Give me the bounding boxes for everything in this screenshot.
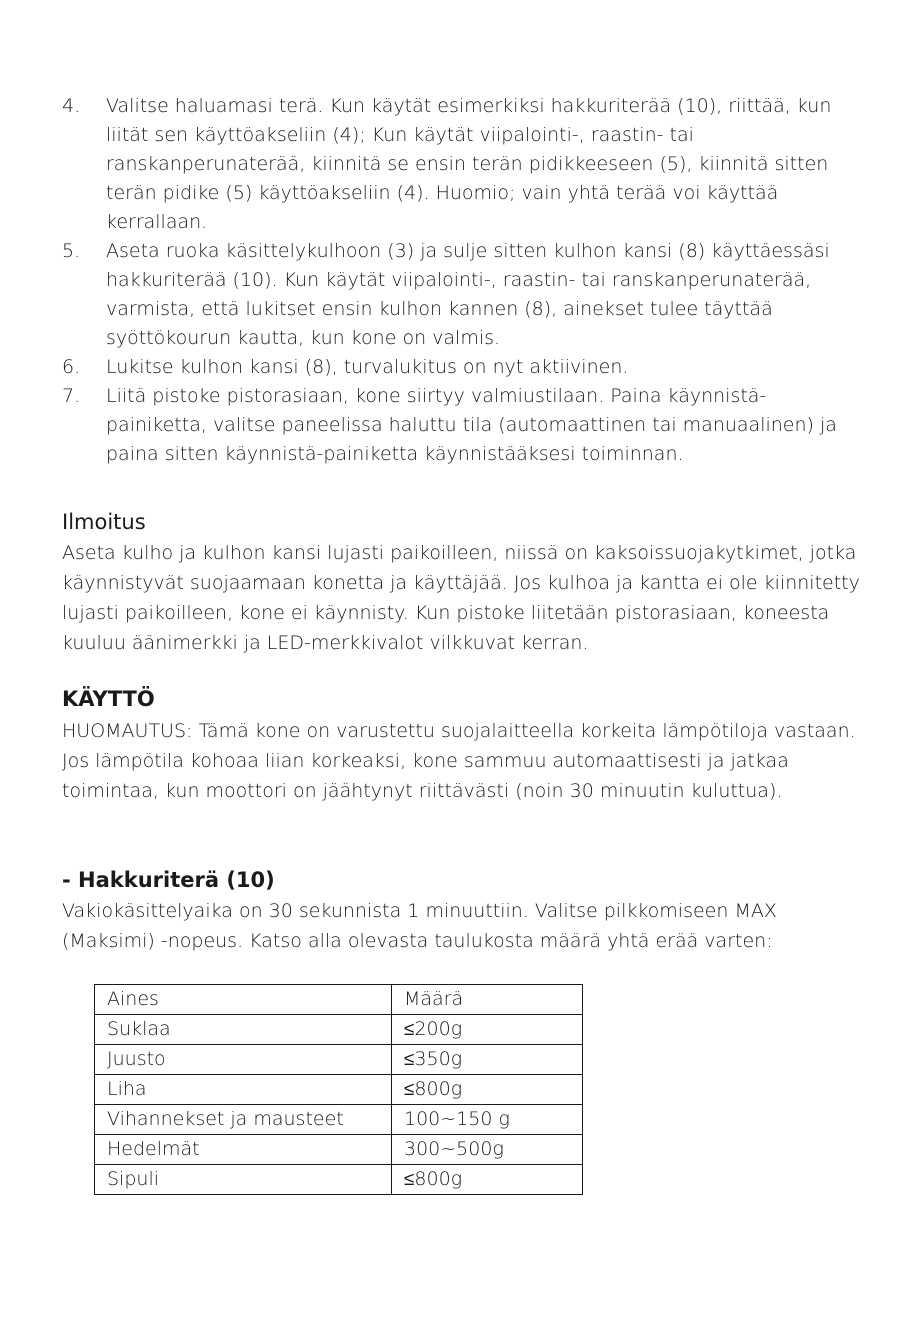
step-text: Lukitse kulhon kansi (8), turvalukitus on nyt aktiivinen. [106, 356, 629, 378]
step-text: Liitä pistoke pistorasiaan, kone siirtyy valmiustilaan. Paina käynnistä-painiketta, valitse paneelissa haluttu tila (automaattinen tai manuaalinen) ja paina sitten käynnistä-painiketta käynnistääksesi toiminnan. [106, 385, 837, 465]
chopper-heading: - Hakkuriterä (10) [62, 868, 275, 892]
step-text: Aseta ruoka käsittelykulhoon (3) ja sulje sitten kulhon kansi (8) käyttäessäsi hakkuriterää (10). Kun käytät viipalointi-, raastin- tai ranskanperunaterää, varmista, että lukitset ensin kulhon kannen (8), ainekset tulee täyttää syöttökourun kautta, kun kone on valmis. [106, 240, 830, 349]
step-number: 5. [62, 240, 81, 262]
table-cell: Juusto [95, 1045, 392, 1075]
table-cell: 300~500g [392, 1135, 583, 1165]
notice-heading: Ilmoitus [62, 510, 146, 534]
instruction-steps [62, 92, 862, 469]
usage-paragraph: HUOMAUTUS: Tämä kone on varustettu suojalaitteella korkeita lämpötiloja vastaan. Jos lämpötila kohoaa liian korkeaksi, kone sammuu automaattisesti ja jatkaa toimintaa, kun moottori on jäähtynyt riittävästi (noin 30 minuutin kuluttua). [62, 720, 856, 802]
table-row [95, 1045, 583, 1075]
table-cell: Suklaa [95, 1015, 392, 1045]
table-row [95, 1075, 583, 1105]
usage-heading: KÄYTTÖ [62, 687, 155, 711]
table-row [95, 1135, 583, 1165]
step-item [62, 382, 862, 469]
table-cell: ≤350g [392, 1045, 583, 1075]
table-cell: Liha [95, 1075, 392, 1105]
amounts-table [94, 984, 583, 1195]
step-number: 4. [62, 95, 81, 117]
table-row [95, 1105, 583, 1135]
table-cell: ≤200g [392, 1015, 583, 1045]
step-number: 7. [62, 385, 81, 407]
table-row [95, 1015, 583, 1045]
table-cell: ≤800g [392, 1075, 583, 1105]
notice-paragraph: Aseta kulho ja kulhon kansi lujasti paikoilleen, niissä on kaksoissuojakytkimet, jotka käynnistyvät suojaamaan konetta ja käyttäjää. Jos kulhoa ja kantta ei ole kiinnitetty lujasti paikoilleen, kone ei käynnisty. Kun pistoke liitetään pistorasiaan, koneesta kuuluu äänimerkki ja LED-merkkivalot vilkkuvat kerran. [62, 542, 860, 654]
table-row [95, 1165, 583, 1195]
step-number: 6. [62, 356, 81, 378]
step-item [62, 237, 862, 353]
chopper-paragraph: Vakiokäsittelyaika on 30 sekunnista 1 minuuttiin. Valitse pilkkomiseen MAX (Maksimi) -nopeus. Katso alla olevasta taulukosta määrä yhtä erää varten: [62, 900, 777, 952]
table-cell: Sipuli [95, 1165, 392, 1195]
table-cell: Vihannekset ja mausteet [95, 1105, 392, 1135]
table-cell: ≤800g [392, 1165, 583, 1195]
step-item [62, 353, 862, 382]
step-text: Valitse haluamasi terä. Kun käytät esimerkiksi hakkuriterää (10), riittää, kun liität sen käyttöakseliin (4); Kun käytät viipalointi-, raastin- tai ranskanperunaterää, kiinnitä se ensin terän pidikkeeseen (5), kiinnitä sitten terän pidike (5) käyttöakseliin (4). Huomio; vain yhtä terää voi käyttää kerrallaan. [106, 95, 832, 233]
table-header-cell: Määrä [392, 985, 583, 1015]
table-cell: 100~150 g [392, 1105, 583, 1135]
table-header-row [95, 985, 583, 1015]
table-cell: Hedelmät [95, 1135, 392, 1165]
step-item [62, 92, 862, 237]
table-header-cell: Aines [95, 985, 392, 1015]
